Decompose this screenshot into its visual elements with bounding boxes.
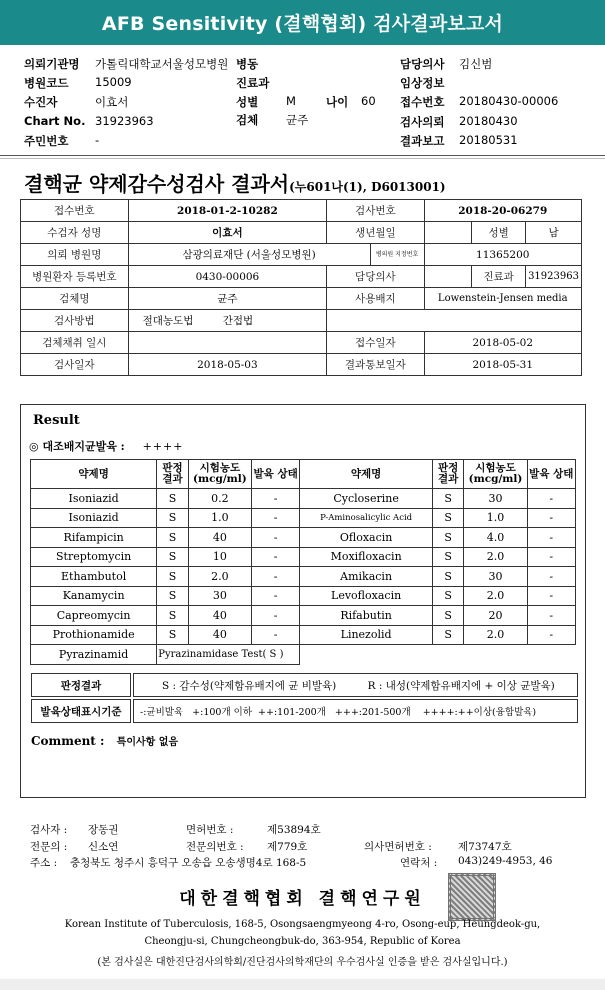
control-growth-label: 대조배지균발육 : xyxy=(42,440,125,453)
judge-legend-value xyxy=(133,673,578,697)
table-row xyxy=(31,567,576,587)
table-row xyxy=(31,508,576,528)
value-medium: Lowenstein-Jensen media xyxy=(424,288,581,310)
method-empty-cell xyxy=(327,310,582,332)
right-judge-cell: S xyxy=(432,625,464,645)
left-drug-cell: Rifampicin xyxy=(31,528,157,548)
left-conc-cell: 40 xyxy=(188,606,251,626)
header-label-age: 나이 xyxy=(326,95,349,109)
growth-legend-label: 발육상태표시기준 xyxy=(31,699,131,723)
header-value-resident-no: - xyxy=(95,133,100,147)
doctor-license-label: 의사면허번호 : xyxy=(364,841,432,853)
left-drug-cell: Ethambutol xyxy=(31,567,157,587)
address-label: 주소 : xyxy=(30,857,58,869)
header-value-request-date: 20180430 xyxy=(459,114,518,128)
right-conc-cell: 20 xyxy=(464,606,527,626)
header-value-reception-no: 20180430-00006 xyxy=(459,94,559,108)
growth-legend-value: -:균비발육 +:100개 이하 ++:101-200개 +++:201-500개 ++++:++이상(융합발육) xyxy=(133,699,578,723)
header-value-patient: 이효서 xyxy=(95,95,129,109)
left-growth-cell: - xyxy=(251,606,299,626)
header-growth: 발육 상태 xyxy=(251,460,299,489)
label-method: 검사방법 xyxy=(21,310,129,332)
document-title-text: 결핵균 약제감수성검사 결과서 xyxy=(24,172,290,196)
left-growth-cell: - xyxy=(251,567,299,587)
table-row xyxy=(21,244,582,266)
report-title-bar xyxy=(0,0,605,45)
license-value: 제53894호 xyxy=(267,824,321,836)
right-drug-cell: P-Aminosalicylic Acid xyxy=(300,508,433,528)
header-label-specimen: 검체 xyxy=(236,113,259,127)
header-label-clinical-info: 임상정보 xyxy=(400,76,445,90)
table-row xyxy=(31,528,576,548)
legend-table xyxy=(29,671,580,725)
label-sex: 성별 xyxy=(472,222,526,244)
right-drug-cell: Moxifloxacin xyxy=(300,547,433,567)
label-designated-no: 병의원 지정번호 xyxy=(370,244,424,266)
value-test-no: 2018-20-06279 xyxy=(424,200,581,222)
left-drug-cell: Isoniazid xyxy=(31,508,157,528)
left-drug-cell: Prothionamide xyxy=(31,625,157,645)
target-icon: ◎ xyxy=(29,440,39,453)
left-drug-cell: Isoniazid xyxy=(31,489,157,509)
right-conc-cell: 4.0 xyxy=(464,528,527,548)
specialist-name: 신소연 xyxy=(88,841,119,853)
result-section xyxy=(20,404,586,798)
table-row xyxy=(31,606,576,626)
left-judge-cell: S xyxy=(157,606,189,626)
header-judge: 판정 결과 xyxy=(157,460,189,489)
header-label-doctor: 담당의사 xyxy=(400,57,445,71)
table-row xyxy=(21,200,582,222)
value-received: 2018-05-02 xyxy=(424,332,581,354)
value-dept: 31923963 xyxy=(526,266,582,288)
header-label-department: 진료과 xyxy=(236,76,270,90)
label-patient-name: 수검자 성명 xyxy=(21,222,129,244)
label-test-no: 검사번호 xyxy=(327,200,424,222)
header-value-sex: M xyxy=(286,94,296,108)
label-birth: 생년월일 xyxy=(327,222,424,244)
control-growth xyxy=(29,438,183,454)
left-growth-cell: - xyxy=(251,489,299,509)
header-value-chart-no: 31923963 xyxy=(95,114,154,128)
header-label-request-date: 검사의뢰 xyxy=(400,115,445,129)
label-reception-no: 접수번호 xyxy=(21,200,129,222)
value-sex: 남 xyxy=(526,222,582,244)
header-value-report-date: 20180531 xyxy=(459,133,518,147)
left-growth-cell: - xyxy=(251,508,299,528)
right-judge-cell: S xyxy=(432,489,464,509)
judge-legend-r: R : 내성(약제함유배지에 + 이상 균발육) xyxy=(367,679,555,692)
patient-info-table xyxy=(20,199,582,376)
document-title xyxy=(24,168,446,197)
right-judge-cell: S xyxy=(432,508,464,528)
right-drug-cell: Cycloserine xyxy=(300,489,433,509)
table-row xyxy=(31,586,576,606)
right-judge-cell: S xyxy=(432,528,464,548)
right-conc-cell: 2.0 xyxy=(464,625,527,645)
label-dept: 진료과 xyxy=(472,266,526,288)
left-drug-cell: Kanamycin xyxy=(31,586,157,606)
header-label-institution: 의뢰기관명 xyxy=(24,57,80,71)
contact-value: 043)249-4953, 46 xyxy=(458,855,553,867)
value-doctor xyxy=(424,266,472,288)
right-conc-cell: 30 xyxy=(464,489,527,509)
english-address-line-1: Korean Institute of Tuberculosis, 168-5, Osongsaengmyeong 4-ro, Osong-eup, Heungdeok-gu, xyxy=(64,919,541,930)
left-conc-cell: 30 xyxy=(188,586,251,606)
value-hospital: 삼광의료재단 (서울성모병원) xyxy=(128,244,370,266)
left-judge-cell: S xyxy=(157,567,189,587)
contact-label: 연락처 : xyxy=(400,857,438,869)
right-drug-cell: Rifabutin xyxy=(300,606,433,626)
pza-drug-cell: Pyrazinamid xyxy=(31,645,157,665)
header-label-patient: 수진자 xyxy=(24,95,58,109)
label-hospital: 의뢰 병원명 xyxy=(21,244,129,266)
table-row xyxy=(21,310,582,332)
left-judge-cell: S xyxy=(157,586,189,606)
value-reported: 2018-05-31 xyxy=(424,354,581,376)
right-conc-cell: 1.0 xyxy=(464,508,527,528)
right-growth-cell: - xyxy=(527,508,575,528)
right-judge-cell: S xyxy=(432,586,464,606)
value-designated-no: 11365200 xyxy=(424,244,581,266)
specialist-no-value: 제779호 xyxy=(267,841,308,853)
left-judge-cell: S xyxy=(157,528,189,548)
right-growth-cell: - xyxy=(527,586,575,606)
table-header-row xyxy=(31,460,576,489)
table-row xyxy=(21,332,582,354)
comment-value: 특이사항 없음 xyxy=(116,737,179,748)
divider xyxy=(0,158,605,159)
label-tested: 검사일자 xyxy=(21,354,129,376)
header-label-sex: 성별 xyxy=(236,95,259,109)
header-value-specimen: 균주 xyxy=(286,113,309,127)
tester-label: 검사자 : xyxy=(30,824,68,836)
comment xyxy=(31,733,178,748)
table-row xyxy=(31,547,576,567)
left-conc-cell: 2.0 xyxy=(188,567,251,587)
header-label-resident-no: 주민번호 xyxy=(24,134,69,148)
left-judge-cell: S xyxy=(157,547,189,567)
label-reported: 결과통보일자 xyxy=(327,354,424,376)
right-drug-cell: Amikacin xyxy=(300,567,433,587)
right-growth-cell: - xyxy=(527,489,575,509)
result-title: Result xyxy=(33,413,80,428)
specialist-label: 전문의 : xyxy=(30,841,68,853)
header-label-chart-no: Chart No. xyxy=(24,114,86,128)
official-seal-icon xyxy=(448,873,496,921)
table-row xyxy=(21,266,582,288)
header-growth: 발육 상태 xyxy=(527,460,575,489)
left-growth-cell: - xyxy=(251,547,299,567)
header-judge: 판정 결과 xyxy=(432,460,464,489)
specialist-no-label: 전문의번호 : xyxy=(186,841,244,853)
header-conc: 시험농도 (mcg/ml) xyxy=(464,460,527,489)
table-row xyxy=(21,354,582,376)
judge-legend-label: 판정결과 xyxy=(31,673,131,697)
license-label: 면허번호 : xyxy=(186,824,234,836)
value-reception-no: 2018-01-2-10282 xyxy=(128,200,327,222)
right-growth-cell: - xyxy=(527,625,575,645)
header-value-hospital-code: 15009 xyxy=(95,75,132,89)
header-conc: 시험농도 (mcg/ml) xyxy=(188,460,251,489)
label-collect: 검체채취 일시 xyxy=(21,332,129,354)
table-row xyxy=(31,699,578,723)
header-value-institution: 가톨릭대학교서울성모병원 xyxy=(95,57,229,71)
header-label-reception-no: 접수번호 xyxy=(400,95,445,109)
header-value-doctor: 김신범 xyxy=(459,57,493,71)
table-row xyxy=(31,489,576,509)
value-method xyxy=(128,310,327,332)
right-conc-cell: 30 xyxy=(464,567,527,587)
right-conc-cell: 2.0 xyxy=(464,547,527,567)
left-judge-cell: S xyxy=(157,489,189,509)
divider xyxy=(0,155,605,156)
english-address-line-2: Cheongju-si, Chungcheongbuk-do, 363-954, Republic of Korea xyxy=(144,936,461,947)
tester-name: 장동권 xyxy=(88,824,119,836)
document-code: (누601나(1), D6013001) xyxy=(289,180,446,194)
organization-name: 대한결핵협회 결핵연구원 xyxy=(179,889,426,909)
report-header xyxy=(0,54,605,154)
header-label-ward: 병동 xyxy=(236,57,259,71)
comment-label: Comment : xyxy=(31,734,105,748)
right-drug-cell: Linezolid xyxy=(300,625,433,645)
left-growth-cell: - xyxy=(251,528,299,548)
header-label-report-date: 결과보고 xyxy=(400,134,445,148)
right-growth-cell: - xyxy=(527,547,575,567)
address-value: 충청북도 청주시 흥덕구 오송읍 오송생명4로 168-5 xyxy=(70,857,307,869)
right-growth-cell: - xyxy=(527,567,575,587)
value-collect xyxy=(128,332,327,354)
left-drug-cell: Capreomycin xyxy=(31,606,157,626)
value-patient-name: 이효서 xyxy=(128,222,327,244)
method-indirect: 간접법 xyxy=(222,315,254,327)
left-growth-cell: - xyxy=(251,586,299,606)
left-judge-cell: S xyxy=(157,625,189,645)
judge-legend-s: S : 감수성(약제함유배지에 균 비발육) xyxy=(162,679,337,692)
header-label-hospital-code: 병원코드 xyxy=(24,76,69,90)
report-title: AFB Sensitivity (결핵협회) 검사결과보고서 xyxy=(101,13,504,35)
left-judge-cell: S xyxy=(157,508,189,528)
doctor-license-value: 제73747호 xyxy=(458,841,512,853)
label-reg-no: 병원환자 등록번호 xyxy=(21,266,129,288)
table-row xyxy=(31,645,576,665)
label-doctor: 담당의사 xyxy=(327,266,424,288)
right-drug-cell: Ofloxacin xyxy=(300,528,433,548)
control-growth-value: ++++ xyxy=(142,440,184,453)
value-tested: 2018-05-03 xyxy=(128,354,327,376)
table-row xyxy=(21,222,582,244)
left-conc-cell: 0.2 xyxy=(188,489,251,509)
value-specimen: 균주 xyxy=(128,288,327,310)
left-drug-cell: Streptomycin xyxy=(31,547,157,567)
table-row xyxy=(31,673,578,697)
right-growth-cell: - xyxy=(527,606,575,626)
method-absolute: 절대농도법 xyxy=(142,315,194,327)
pza-result-cell: Pyrazinamidase Test( S ) xyxy=(157,645,300,665)
table-row xyxy=(21,288,582,310)
left-growth-cell: - xyxy=(251,625,299,645)
right-judge-cell: S xyxy=(432,547,464,567)
left-conc-cell: 40 xyxy=(188,625,251,645)
right-judge-cell: S xyxy=(432,567,464,587)
value-birth xyxy=(424,222,472,244)
right-drug-cell: Levofloxacin xyxy=(300,586,433,606)
left-conc-cell: 1.0 xyxy=(188,508,251,528)
label-specimen: 검체명 xyxy=(21,288,129,310)
left-conc-cell: 10 xyxy=(188,547,251,567)
pza-empty-cell xyxy=(300,645,576,665)
certification-note: (본 검사실은 대한진단검사의학회/진단검사의학재단의 우수검사실 인증을 받은 검사실입니다.) xyxy=(97,957,508,968)
left-conc-cell: 40 xyxy=(188,528,251,548)
sensitivity-table xyxy=(30,459,576,665)
label-medium: 사용배지 xyxy=(327,288,424,310)
right-growth-cell: - xyxy=(527,528,575,548)
bottom-strip xyxy=(0,979,605,990)
header-value-age: 60 xyxy=(361,94,376,108)
right-conc-cell: 2.0 xyxy=(464,586,527,606)
label-received: 접수일자 xyxy=(327,332,424,354)
value-reg-no: 0430-00006 xyxy=(128,266,327,288)
header-drug: 약제명 xyxy=(31,460,157,489)
table-row xyxy=(31,625,576,645)
right-judge-cell: S xyxy=(432,606,464,626)
header-drug: 약제명 xyxy=(300,460,433,489)
